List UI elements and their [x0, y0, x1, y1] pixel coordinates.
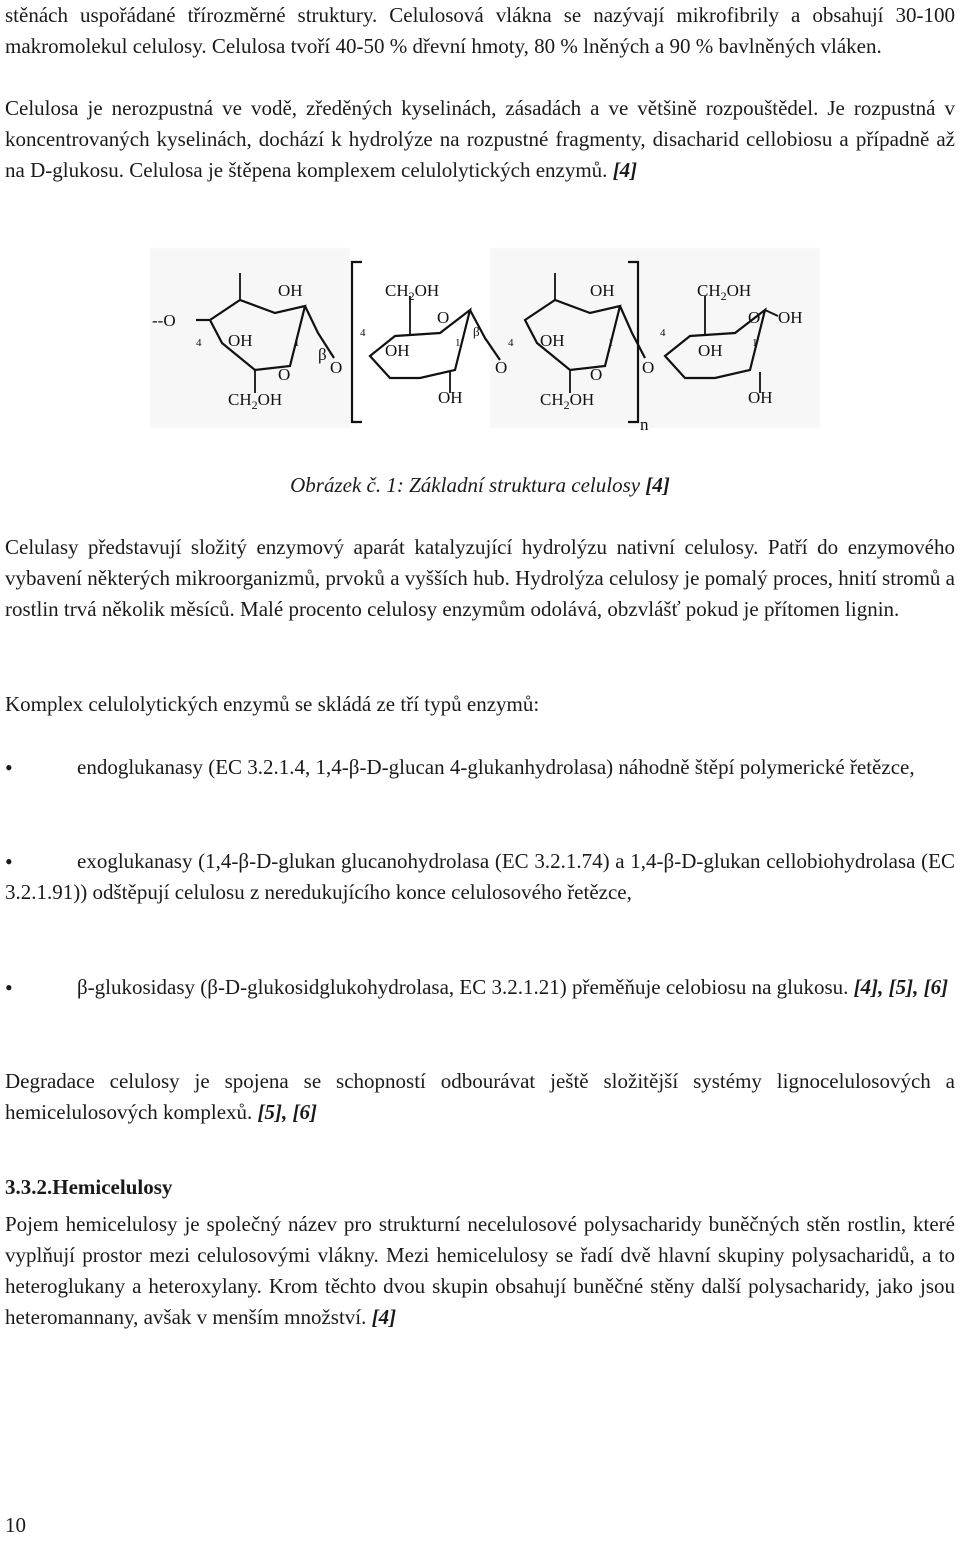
carbon-4-label: 4 — [360, 327, 366, 339]
ch2oh-label: $CH_2OH$ — [385, 281, 440, 303]
link-oxygen-label: O — [642, 358, 655, 377]
list-item-text: β-glukosidasy (β-D-glukosidglukohydrolasa, EC 3.2.1.21) přeměňuje celobiosu na glukosu. — [77, 975, 849, 999]
ch2oh-label: $CH_2OH$ — [697, 281, 752, 303]
list-item — [5, 752, 955, 783]
link-oxygen-label: O — [495, 358, 508, 377]
list-item — [5, 972, 955, 1003]
oh-label: OH — [748, 388, 773, 407]
ring-oxygen-label: O — [748, 308, 761, 327]
ch2oh-label: $CH_2OH$ — [228, 390, 283, 412]
list-item — [5, 846, 955, 908]
paragraph-komplex-text: Komplex celulolytických enzymů se skládá ze tří typů enzymů: — [5, 692, 540, 716]
link-oxygen-label: O — [330, 358, 343, 377]
citation: [5], [6] — [257, 1100, 318, 1124]
figure-caption — [0, 470, 960, 501]
section-title: Hemicelulosy — [52, 1175, 173, 1199]
bullet-icon: • — [5, 975, 13, 1000]
oh-label: OH — [540, 331, 565, 350]
paragraph-degradace — [5, 1066, 955, 1128]
citation: [4] — [612, 158, 638, 182]
carbon-1-label: 1 — [294, 337, 300, 349]
paragraph-komplex — [5, 689, 955, 720]
oh-label: OH — [438, 388, 463, 407]
paragraph-intro-text: stěnách uspořádané třírozměrné struktury. Celulosová vlákna se nazývají mikrofibrily a obsahují 30-100 makromolekul celulosy. Celulosa tvoří 40-50 % dřevní hmoty, 80 % lněných a 90 % bavlněných vláken. — [5, 3, 955, 58]
ch2oh-label: $CH_2OH$ — [540, 390, 595, 412]
oh-label: OH — [698, 341, 723, 360]
paragraph-hemicelulosy-text: Pojem hemicelulosy je společný název pro strukturní necelulosové polysacharidy buněčných stěn rostlin, které vyplňují prostor mezi celulosovými vlákny. Mezi hemicelulosy se řadí dvě hlavní skupiny polysacharidů, a to heteroglukany a heteroxylany. Krom těchto dvou skupin obsahují buněčné stěny další polysacharidy, jako jsou heteromannany, avšak v menším množství. — [5, 1212, 955, 1329]
ring-oxygen-label: O — [590, 365, 603, 384]
page-number: 10 — [5, 1513, 26, 1537]
paragraph-intro — [5, 0, 955, 62]
citation: [4] — [371, 1305, 397, 1329]
oh-label: OH — [778, 308, 803, 327]
ring-oxygen-label: O — [278, 365, 291, 384]
oh-label: OH — [590, 281, 615, 300]
carbon-1-label: 1 — [608, 337, 614, 349]
oh-label: OH — [278, 281, 303, 300]
bullet-icon: • — [5, 755, 13, 780]
ring-oxygen-label: O — [437, 308, 450, 327]
carbon-4-label: 4 — [508, 337, 514, 349]
paragraph-solubility-text: Celulosa je nerozpustná ve vodě, zředěných kyselinách, zásadách a ve většině rozpouštědel. Je rozpustná v koncentrovaných kyselinách, dochází k hydrolýze na rozpustné fragmenty, disacharid cellobiosu a případně až na D-glukosu. Celulosa je štěpena komplexem celulolytických enzymů. — [5, 96, 955, 182]
chain-end-label: --O — [152, 311, 176, 330]
carbon-1-label: 1 — [455, 337, 461, 349]
figure-caption-text: Obrázek č. 1: Základní struktura celulosy — [290, 473, 641, 497]
carbon-4-label: 4 — [660, 327, 666, 339]
carbon-4-label: 4 — [196, 337, 202, 349]
oh-label: OH — [228, 331, 253, 350]
bullet-icon: • — [5, 849, 13, 874]
paragraph-celulasy — [5, 532, 955, 625]
beta-label: β — [473, 324, 480, 339]
carbon-1-label: 1 — [752, 337, 758, 349]
paragraph-hemicelulosy — [5, 1209, 955, 1333]
citation: [4] — [645, 473, 670, 497]
beta-label: β — [318, 345, 327, 364]
citation: [4], [5], [6] — [853, 975, 949, 999]
oh-label: OH — [385, 341, 410, 360]
list-item-text: exoglukanasy (1,4-β-D-glukan glucanohydrolasa (EC 3.2.1.74) a 1,4-β-D-glukan cellobiohydrolasa (EC 3.2.1.91)) odštěpují celulosu z neredukujícího konce celulosového řetězce, — [5, 849, 955, 904]
section-number: 3.3.2. — [5, 1175, 53, 1199]
repeat-n-label: n — [640, 415, 649, 434]
paragraph-solubility — [5, 93, 955, 186]
section-heading — [5, 1172, 172, 1203]
paragraph-degradace-text: Degradace celulosy je spojena se schopností odbourávat ještě složitější systémy lignocelulosových a hemicelulosových komplexů. — [5, 1069, 955, 1124]
list-item-text: endoglukanasy (EC 3.2.1.4, 1,4-β-D-glucan 4-glukanhydrolasa) náhodně štěpí polymerické řetězce, — [77, 755, 915, 779]
paragraph-celulasy-text: Celulasy představují složitý enzymový aparát katalyzující hydrolýzu nativní celulosy. Patří do enzymového vybavení některých mikroorganizmů, prvoků a vyšších hub. Hydrolýza celulosy je pomalý proces, hnití stromů a rostlin trvá několik měsíců. Malé procento celulosy enzymům odolává, obzvlášť pokud je přítomen lignin. — [5, 535, 955, 621]
cellulose-structure-figure — [0, 238, 960, 438]
